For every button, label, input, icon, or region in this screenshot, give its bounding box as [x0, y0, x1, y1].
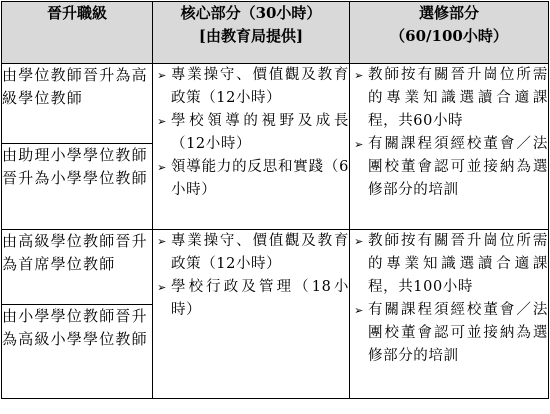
arrow-bullet-icon: ➢ [157, 69, 167, 82]
arrow-bullet-icon: ➢ [157, 115, 167, 128]
header-core-line1: 核心部分（30小時） [180, 4, 322, 22]
elective-cell [350, 230, 549, 399]
arrow-bullet-icon: ➢ [354, 69, 364, 82]
arrow-bullet-icon: ➢ [354, 138, 364, 151]
arrow-bullet-icon: ➢ [157, 161, 167, 174]
promotion-training-table [1, 1, 549, 399]
rank-cell: 由小學學位教師晉升為高級小學學位教師 [2, 305, 153, 399]
list-item: ➢ 學校行政及管理（18小時） [153, 276, 349, 322]
rank-cell: 由學位教師晉升為高級學位教師 [2, 64, 153, 144]
header-rank-text: 晉升職級 [46, 4, 107, 22]
header-elective-line2: （60/100小時） [390, 27, 508, 45]
list-item: ➢ 專業操守、價值觀及教育政策（12小時） [153, 230, 349, 276]
arrow-bullet-icon: ➢ [354, 235, 364, 248]
elective-cell [350, 64, 549, 230]
header-elective [350, 2, 549, 64]
list-item: ➢ 有關課程須經校董會／法團校董會認可並接納為選修部分的培訓 [350, 133, 548, 202]
core-cell [153, 64, 350, 230]
list-item: ➢ 有關課程須經校董會／法團校董會認可並接納為選修部分的培訓 [350, 299, 548, 368]
header-core [153, 2, 350, 64]
list-item: ➢ 學校領導的視野及成長（12小時） [153, 110, 349, 156]
list-item: ➢ 領導能力的反思和實踐（6小時） [153, 156, 349, 202]
table-row [2, 64, 549, 144]
rank-cell: 由助理小學學位教師晉升為小學學位教師 [2, 144, 153, 230]
header-core-line2: [由教育局提供] [198, 27, 304, 45]
rank-cell: 由高級學位教師晉升為首席學位教師 [2, 230, 153, 305]
list-item: ➢ 教師按有關晉升崗位所需的專業知識選讀合適課程，共100小時 [350, 230, 548, 299]
header-row [2, 2, 549, 64]
table-row [2, 230, 549, 305]
list-item: ➢ 專業操守、價值觀及教育政策（12小時） [153, 64, 349, 110]
arrow-bullet-icon: ➢ [157, 281, 167, 294]
arrow-bullet-icon: ➢ [157, 235, 167, 248]
header-elective-line1: 選修部分 [418, 4, 479, 22]
list-item: ➢ 教師按有關晉升崗位所需的專業知識選讀合適課程，共60小時 [350, 64, 548, 133]
header-rank [2, 2, 153, 64]
core-cell [153, 230, 350, 399]
arrow-bullet-icon: ➢ [354, 304, 364, 317]
